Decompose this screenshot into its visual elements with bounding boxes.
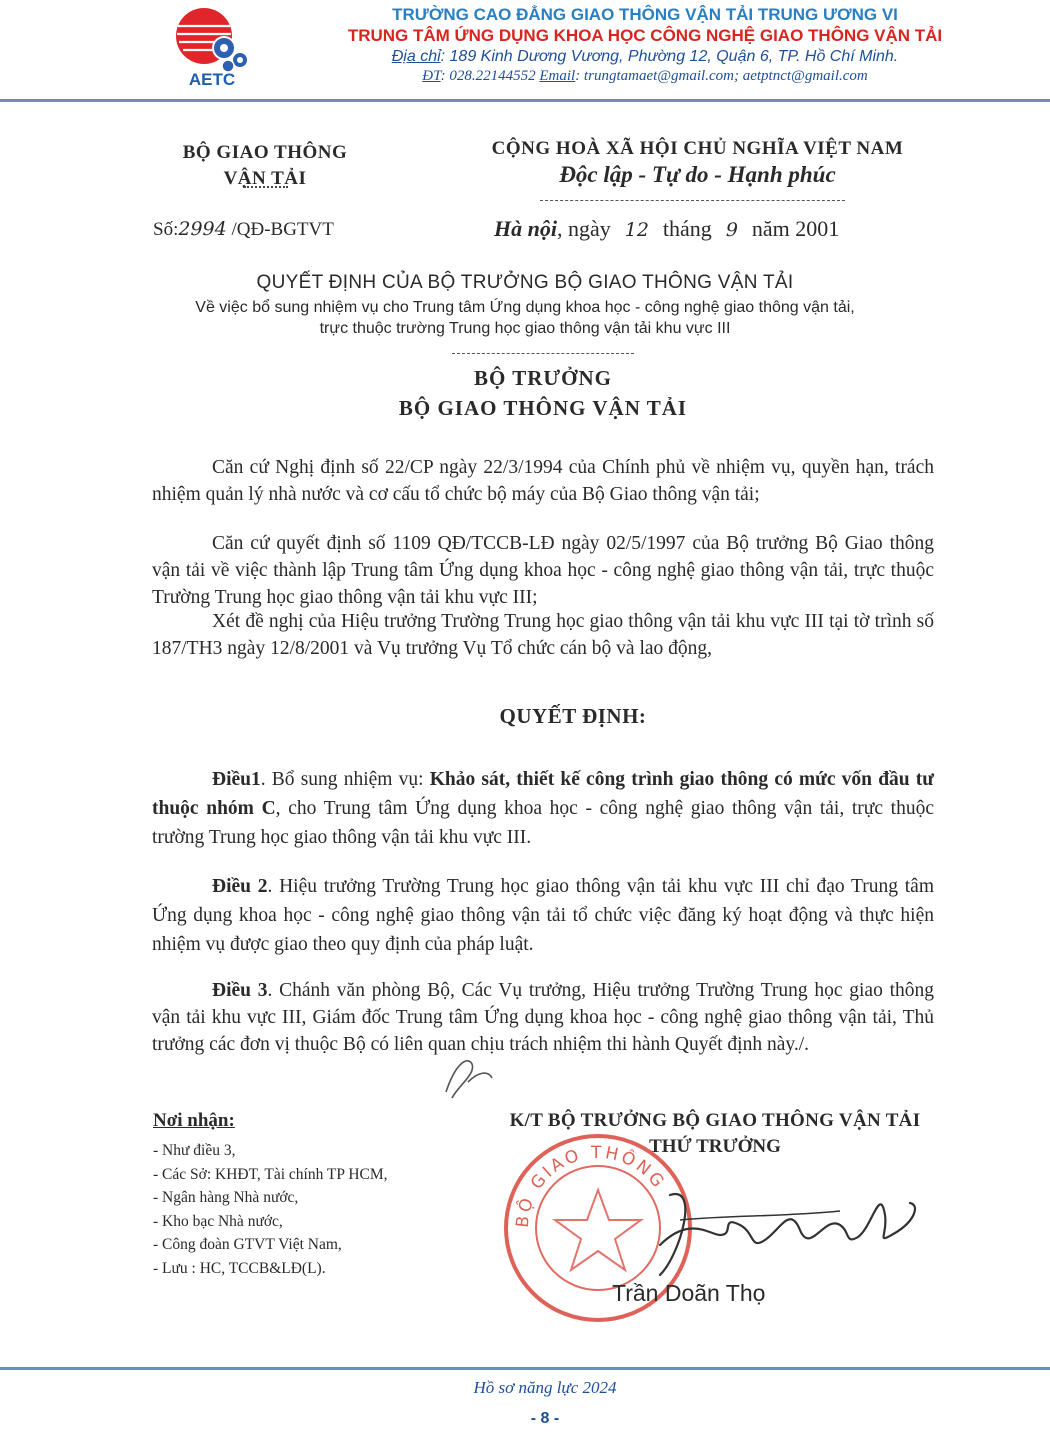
article-2-text: . Hiệu trưởng Trường Trung học giao thông vận tải khu vực III chỉ đạo Trung tâm Ứng dụng khoa học - công nghệ giao thông vận tải tổ chức việc đăng ký hoạt động và thực hiện nhiệm vụ được giao theo quy định của pháp luật.	[152, 876, 934, 955]
decision-subject-line2: trực thuộc trường Trung học giao thông vận tải khu vực III	[319, 320, 731, 337]
motto-divider	[540, 200, 845, 201]
national-motto: Độc lập - Tự do - Hạnh phúc	[559, 162, 836, 187]
month-word: tháng	[662, 216, 712, 241]
day-handwritten: 12	[624, 219, 649, 241]
email-label: Email	[539, 68, 576, 84]
title-divider	[452, 353, 634, 354]
signer-name: Trần Doãn Thọ	[612, 1280, 766, 1306]
email-text: : trungtamaet@gmail.com; aetptnct@gmail.com	[575, 68, 868, 84]
article-2-label: Điều 2	[212, 876, 268, 897]
doc-no-handwritten: 2994	[178, 218, 227, 240]
decision-subject-line1: Về việc bổ sung nhiệm vụ cho Trung tâm Ứng dụng khoa học - công nghệ giao thông vận tải,	[195, 299, 855, 316]
header-divider	[0, 99, 1050, 102]
national-title: CỘNG HOÀ XÃ HỘI CHỦ NGHĨA VIỆT NAM	[491, 138, 904, 159]
article-1-label: Điều1	[212, 769, 261, 790]
recipient-item: - Các Sở: KHĐT, Tài chính TP HCM,	[153, 1165, 388, 1183]
article-1-intro: . Bổ sung nhiệm vụ:	[260, 769, 430, 790]
article-1-task: Khảo sát, thiết kế công trình giao thông có mức vốn đầu tư thuộc nhóm C	[152, 769, 934, 819]
recipient-item: - Công đoàn GTVT Việt Nam,	[153, 1236, 342, 1253]
place-and-date	[494, 216, 839, 242]
basis-paragraph-3: Xét đề nghị của Hiệu trưởng Trường Trung học giao thông vận tải khu vực III tại tờ trình số 187/TH3 ngày 12/8/2001 và Vụ trưởng Vụ Tổ chức cán bộ và lao động,	[152, 611, 934, 659]
recipient-item: - Lưu : HC, TCCB&LĐ(L).	[153, 1259, 326, 1277]
recipients-list	[153, 1139, 453, 1280]
ministry-name	[150, 140, 380, 192]
doc-no-prefix: Số:	[153, 219, 179, 240]
basis-paragraph-2: Căn cứ quyết định số 1109 QĐ/TCCB-LĐ ngày 02/5/1997 của Bộ trưởng Bộ Giao thông vận tải về việc thành lập Trung tâm Ứng dụng khoa học - công nghệ giao thông vận tải, trực thuộc Trường Trung học giao thông vận tải khu vực III;	[152, 533, 934, 608]
recipients-title: Nơi nhận:	[153, 1110, 235, 1131]
footer-divider	[0, 1367, 1050, 1370]
city: Hà nội	[494, 216, 557, 241]
decision-heading: QUYẾT ĐỊNH:	[499, 704, 647, 728]
recipient-item: - Như điều 3,	[153, 1142, 236, 1159]
address-label: Địa chỉ	[391, 48, 441, 65]
day-word: , ngày	[556, 216, 611, 241]
article-3	[152, 977, 934, 1058]
footer-title: Hồ sơ năng lực 2024	[473, 1378, 617, 1397]
authority-ministry: BỘ GIAO THÔNG VẬN TẢI	[398, 396, 688, 420]
authority-title: BỘ TRƯỞNG	[474, 366, 612, 390]
phone-text: : 028.22144552	[440, 68, 540, 84]
address-line	[240, 48, 1050, 66]
center-name: TRUNG TÂM ỨNG DỤNG KHOA HỌC CÔNG NGHỆ GIAO THÔNG VẬN TẢI	[347, 26, 943, 45]
contact-line	[240, 68, 1050, 85]
recipient-item: - Kho bạc Nhà nước,	[153, 1212, 283, 1230]
initial-mark	[438, 1052, 498, 1102]
page-number: - 8 -	[530, 1410, 560, 1427]
basis-paragraph-1: Căn cứ Nghị định số 22/CP ngày 22/3/1994 của Chính phủ về nhiệm vụ, quyền hạn, trách nhiệm quản lý nhà nước và cơ cấu tổ chức bộ máy của Bộ Giao thông vận tải;	[152, 457, 934, 505]
signature-authority: K/T BỘ TRƯỞNG BỘ GIAO THÔNG VẬN TẢI	[509, 1110, 921, 1131]
month-handwritten: 9	[725, 219, 738, 241]
handwritten-signature	[640, 1175, 930, 1285]
article-3-label: Điều 3	[212, 980, 268, 1001]
ministry-line2: VẬN TẢI	[223, 168, 307, 189]
document-number	[153, 218, 334, 241]
seal-text: BỘ GIAO THÔNG	[512, 1142, 670, 1229]
year: năm 2001	[751, 216, 840, 241]
article-3-text: . Chánh văn phòng Bộ, Các Vụ trưởng, Hiệu trưởng Trường Trung học giao thông vận tải khu vực III, Giám đốc Trung tâm Ứng dụng khoa học - công nghệ giao thông vận tải, Thủ trưởng các đơn vị thuộc Bộ có liên quan chịu trách nhiệm thi hành Quyết định này./.	[152, 980, 934, 1055]
doc-no-suffix: /QĐ-BGTVT	[226, 219, 334, 240]
college-name: TRƯỜNG CAO ĐẲNG GIAO THÔNG VẬN TẢI TRUNG ƯƠNG VI	[392, 5, 898, 24]
phone-label: ĐT	[422, 68, 441, 84]
signature-title: THỨ TRƯỞNG	[649, 1136, 781, 1157]
ministry-line1: BỘ GIAO THÔNG	[182, 142, 348, 163]
article-2	[152, 872, 934, 959]
logo-text: AETC	[188, 70, 236, 89]
ministry-divider	[244, 186, 288, 188]
decision-title: QUYẾT ĐỊNH CỦA BỘ TRƯỞNG BỘ GIAO THÔNG VẬN TẢI	[256, 272, 794, 293]
address-text: : 189 Kinh Dương Vương, Phường 12, Quận 6, TP. Hồ Chí Minh.	[440, 48, 899, 65]
article-1-rest: , cho Trung tâm Ứng dụng khoa học - công nghệ giao thông vận tải, trực thuộc trường Trung học giao thông vận tải khu vực III.	[152, 798, 934, 848]
recipient-item: - Ngân hàng Nhà nước,	[153, 1189, 299, 1206]
article-1	[152, 765, 934, 852]
